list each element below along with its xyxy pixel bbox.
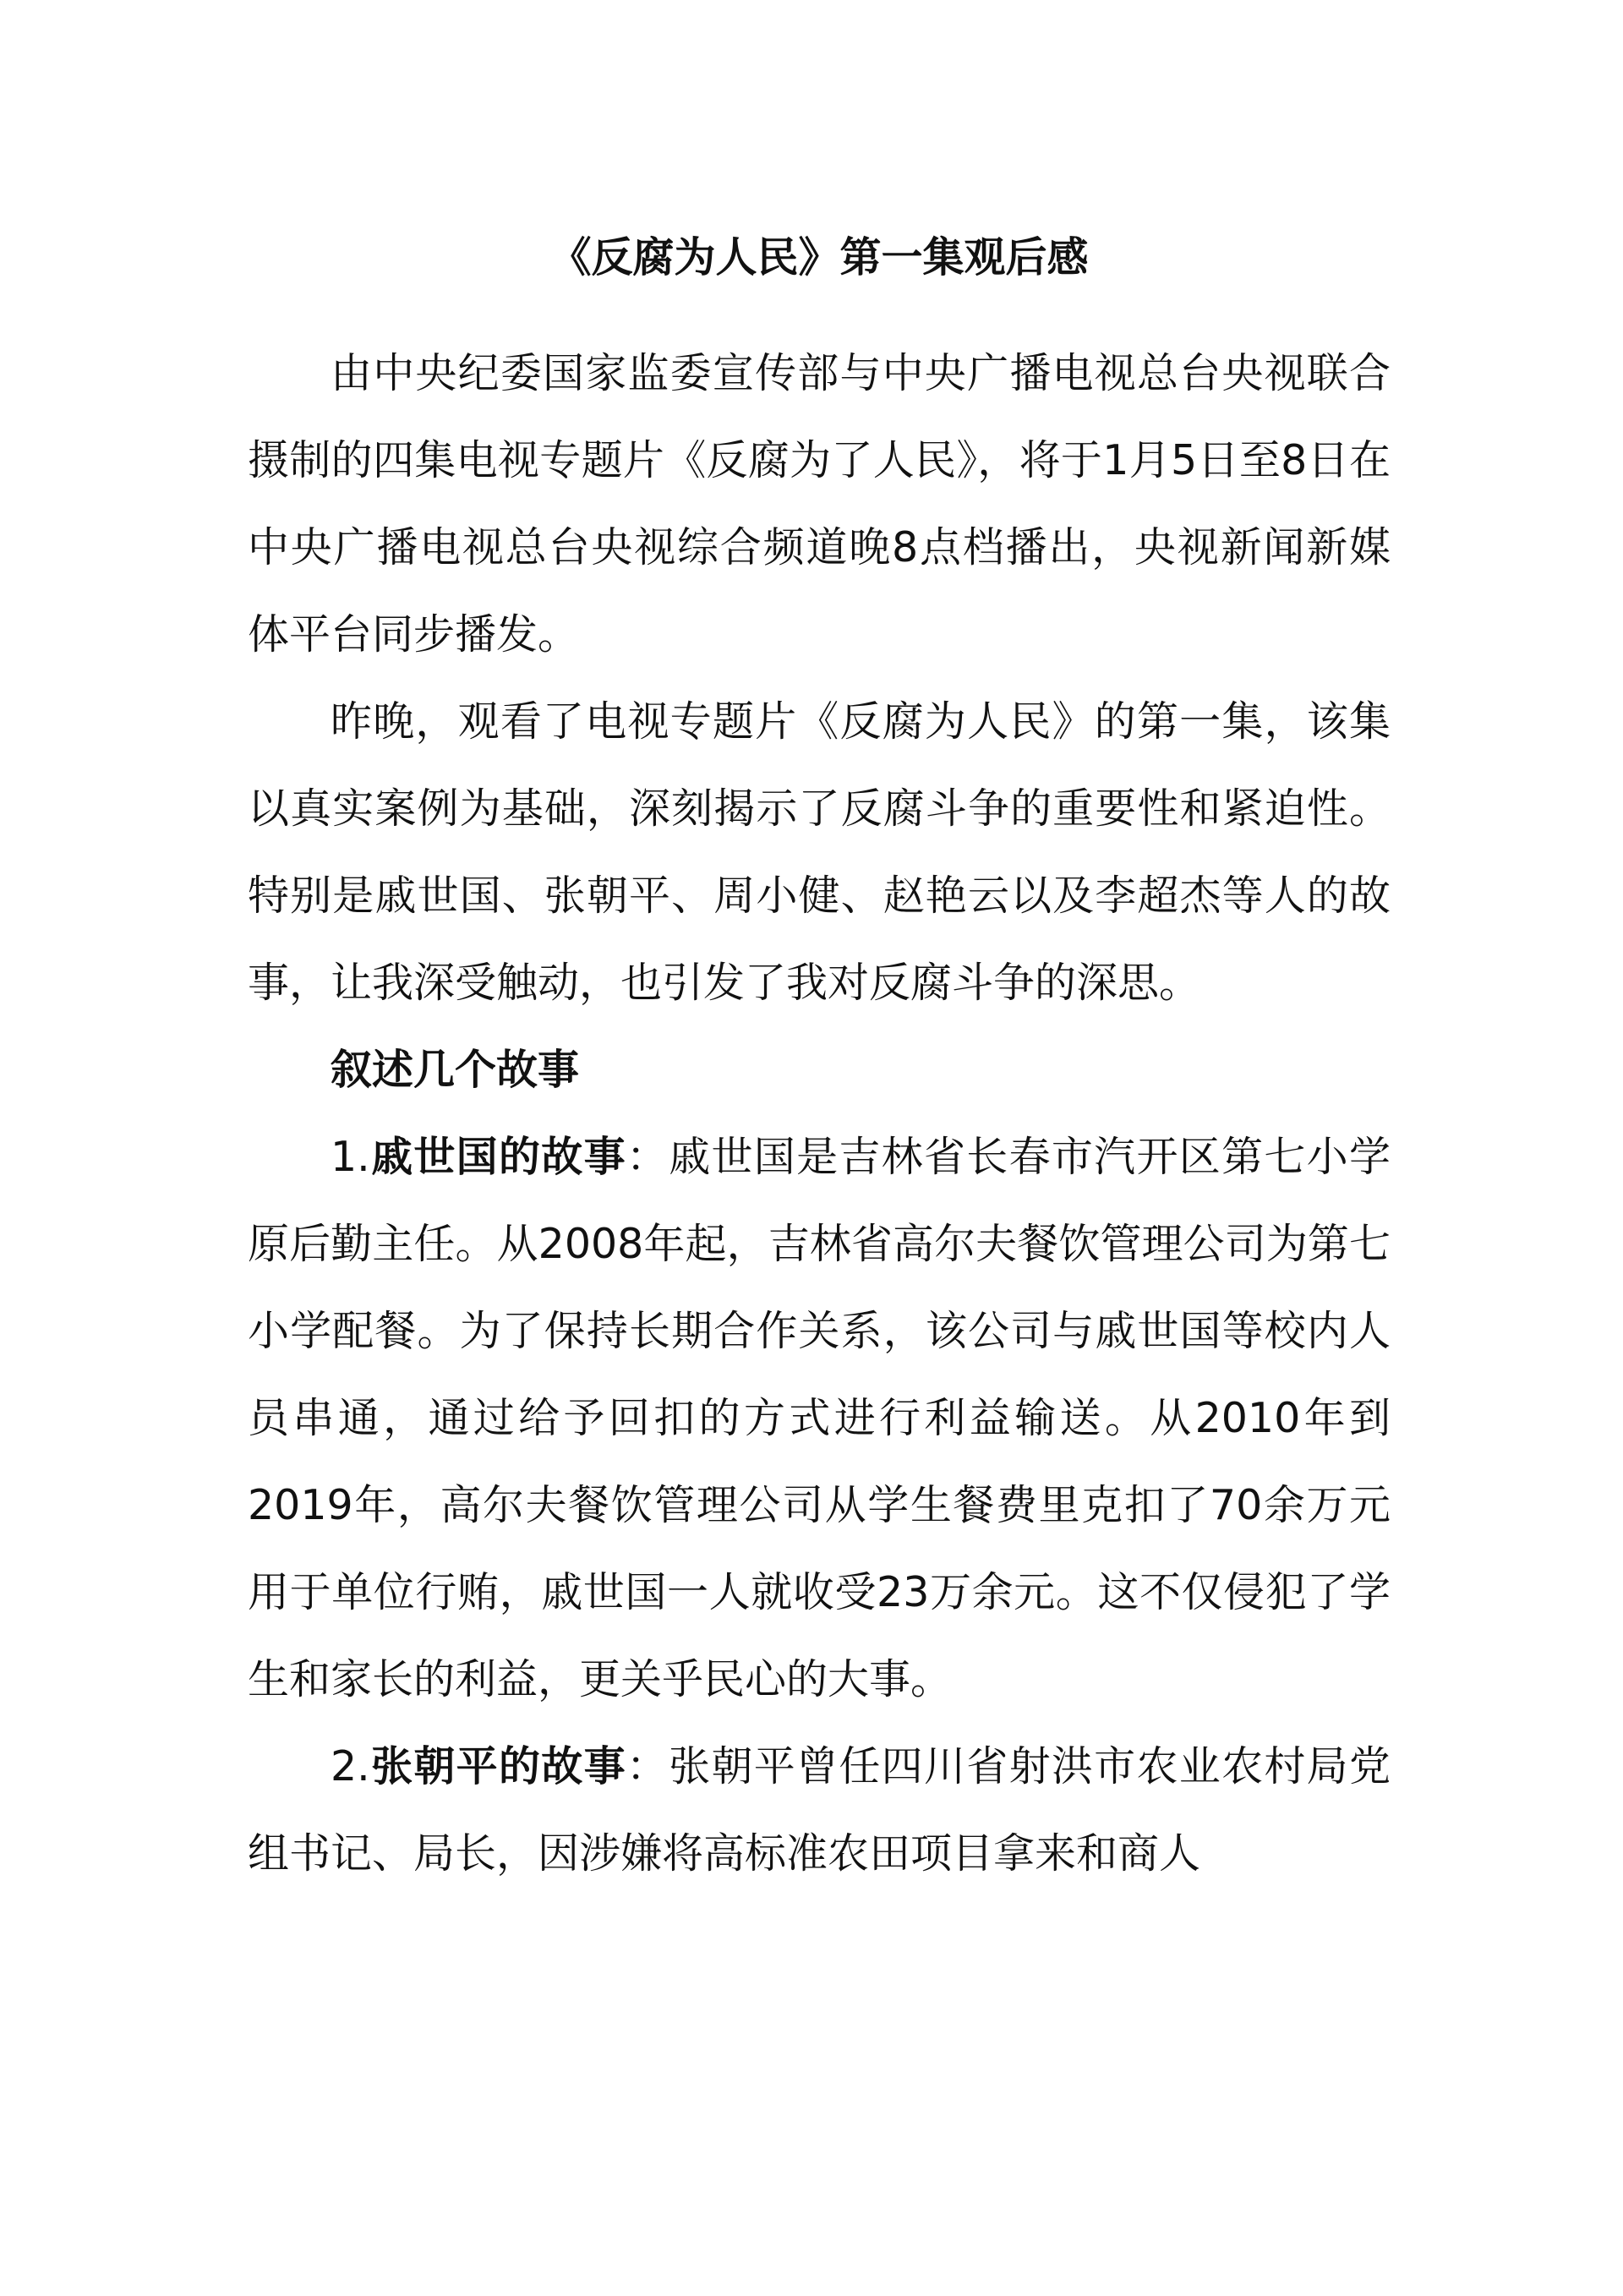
document-title: 《反腐为人民》第一集观后感: [549, 233, 1089, 282]
intro-paragraph: 由中央纪委国家监委宣传部与中央广播电视总台央视联合摄制的四集电视专题片《反腐为了人民》，将于1月5日至8日在中央广播电视总台央视综合频道晚8点档播出，央视新闻新媒体平台同步播发。: [248, 349, 1391, 659]
reflection-paragraph: 昨晚，观看了电视专题片《反腐为人民》的第一集，该集以真实案例为基础，深刻揭示了反腐斗争的重要性和紧迫性。特别是戚世国、张朝平、周小健、赵艳云以及李超杰等人的故事，让我深受触动，也引发了我对反腐斗争的深思。: [248, 697, 1391, 1007]
story-label: 张朝平的故事: [369, 1742, 626, 1790]
story-label: 戚世国的故事: [369, 1133, 626, 1181]
story-number: 1.: [331, 1133, 370, 1181]
section-heading: 叙述几个故事: [331, 1046, 580, 1094]
story-paragraph-2: [248, 1723, 1391, 1897]
story-paragraph-1: [248, 1113, 1391, 1723]
story-number: 2.: [331, 1742, 370, 1790]
story-text: ：张朝平曾任四川省射洪市农业农村局党组书记、局长，因涉嫌将高标准农田项目拿来和商人: [248, 1742, 1391, 1878]
document-page: [248, 228, 1391, 1897]
story-text: ：戚世国是吉林省长春市汽开区第七小学原后勤主任。从2008年起，吉林省高尔夫餐饮管理公司为第七小学配餐。为了保持长期合作关系，该公司与戚世国等校内人员串通，通过给予回扣的方式进行利益输送。从2010年到2019年，高尔夫餐饮管理公司从学生餐费里克扣了70余万元用于单位行贿，戚世国一人就收受23万余元。这不仅侵犯了学生和家长的利益，更关乎民心的大事。: [248, 1133, 1391, 1703]
